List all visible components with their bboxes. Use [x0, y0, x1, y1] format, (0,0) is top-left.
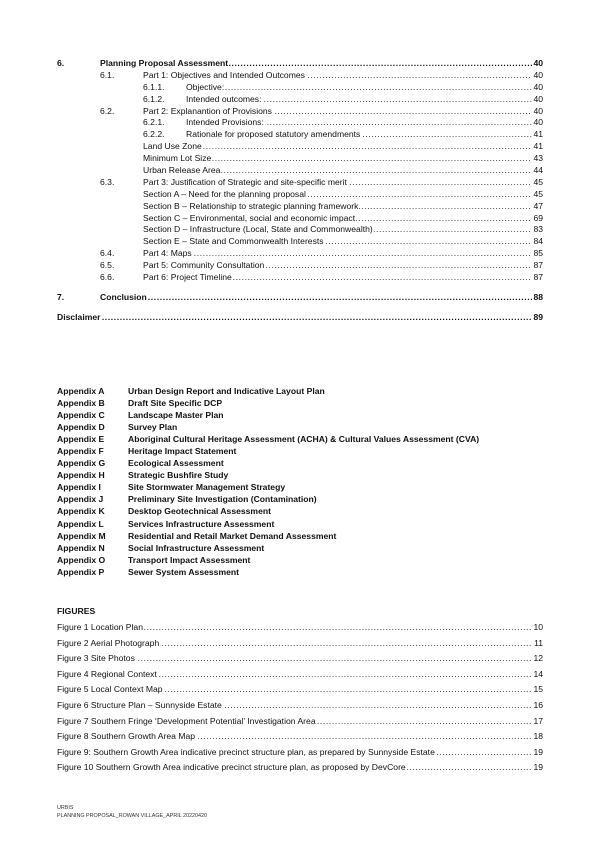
figure-entry[interactable] — [57, 682, 543, 698]
figure-entry-page: 10 — [531, 620, 543, 636]
toc-entry-title: Part 1: Objectives and Intended Outcomes — [143, 69, 305, 80]
toc-entry-number: 6.4. — [100, 248, 115, 259]
toc-entry-title: Section E – State and Commonwealth Interests — [143, 236, 324, 247]
figure-entry-page: 19 — [531, 760, 543, 776]
appendix-label: Appendix K — [57, 506, 105, 517]
appendix-title: Social Infrastructure Assessment — [128, 542, 265, 553]
toc-entry-title: Minimum Lot Size — [143, 153, 212, 164]
toc-entry-page: 45 — [533, 188, 543, 199]
appendix-label: Appendix O — [57, 554, 106, 565]
toc-entry[interactable] — [57, 201, 543, 213]
toc-entry-title: Land Use Zone — [143, 141, 202, 152]
toc-entry-number: 7. — [57, 291, 65, 302]
toc-entry-page: 40 — [533, 69, 543, 80]
toc-leader-dots — [186, 82, 533, 94]
figure-entry[interactable] — [57, 651, 543, 667]
toc-entry[interactable] — [57, 312, 543, 324]
appendix-entry[interactable] — [57, 421, 577, 433]
toc-entry-title: Intended Provisions: — [186, 117, 264, 128]
toc-entry[interactable] — [57, 153, 543, 165]
appendix-label: Appendix C — [57, 410, 105, 421]
toc-entry-number: 6. — [57, 58, 65, 68]
toc-entry-page: 83 — [533, 224, 543, 235]
toc-entry-page: 85 — [533, 248, 543, 259]
appendix-title: Transport Impact Assessment — [128, 554, 251, 565]
appendix-entry[interactable] — [57, 409, 577, 421]
toc-entry-title: Part 3: Justification of Strategic and site-specific merit — [143, 176, 347, 187]
appendix-entry[interactable] — [57, 397, 577, 409]
appendix-label: Appendix G — [57, 458, 106, 469]
appendix-title: Aboriginal Cultural Heritage Assessment (ACHA) & Cultural Values Assessment (CVA) — [128, 434, 480, 445]
figure-entry-title: Figure 5 Local Context Map — [57, 682, 164, 698]
figure-entry-title: Figure 10 Southern Growth Area indicative precinct structure plan, as proposed by DevCore — [57, 760, 407, 776]
figure-entry[interactable] — [57, 729, 543, 745]
appendix-entry[interactable] — [57, 542, 577, 554]
toc-entry-page: 40 — [533, 93, 543, 104]
toc-entry-page: 84 — [533, 236, 543, 247]
toc-entry[interactable] — [57, 292, 543, 304]
appendix-entry[interactable] — [57, 493, 577, 505]
toc-entry-number: 6.1.1. — [143, 81, 165, 92]
toc-entry-number: 6.6. — [100, 272, 115, 283]
toc-entry[interactable] — [57, 213, 543, 225]
toc-entry[interactable] — [57, 129, 543, 141]
appendix-title: Heritage Impact Statement — [128, 446, 237, 457]
figure-entry[interactable] — [57, 714, 543, 730]
appendix-label: Appendix M — [57, 530, 106, 541]
toc-entry[interactable] — [57, 248, 543, 260]
toc-entry-title: Section A – Need for the planning proposal — [143, 188, 306, 199]
figure-entry-page: 19 — [531, 745, 543, 761]
toc-entry-number: 6.3. — [100, 176, 115, 187]
appendix-title: Ecological Assessment — [128, 458, 224, 469]
figure-entry[interactable] — [57, 636, 543, 652]
appendix-label: Appendix P — [57, 566, 105, 577]
toc-entry[interactable] — [57, 177, 543, 189]
appendix-title: Landscape Master Plan — [128, 410, 224, 421]
toc-spacer — [57, 304, 543, 312]
toc-entry-title: Intended outcomes: — [186, 93, 262, 104]
figure-entry-title: Figure 2 Aerial Photograph — [57, 636, 160, 652]
appendix-label: Appendix H — [57, 470, 105, 481]
toc-entry-title: Part 5: Community Consultation — [143, 260, 265, 271]
toc-entry[interactable] — [57, 224, 543, 236]
toc-entry-title: Planning Proposal Assessment — [100, 58, 229, 68]
appendix-title: Sewer System Assessment — [128, 566, 239, 577]
figure-entry-title: Figure 7 Southern Fringe ‘Development Potential’ Investigation Area — [57, 714, 317, 730]
toc-entry-title: Conclusion — [100, 291, 147, 302]
appendix-entry[interactable] — [57, 385, 577, 397]
appendix-entry[interactable] — [57, 518, 577, 530]
toc-entry[interactable] — [57, 117, 543, 129]
appendix-entry[interactable] — [57, 469, 577, 481]
toc-entry-title: Section C – Environmental, social and economic impact — [143, 212, 356, 223]
toc-entry-page: 40 — [533, 105, 543, 116]
figure-entry-title: Figure 8 Southern Growth Area Map — [57, 729, 196, 745]
figure-entry-page: 12 — [531, 651, 543, 667]
appendix-entry[interactable] — [57, 505, 577, 517]
toc-entry-page: 89 — [533, 311, 543, 322]
toc-entry-number: 6.2. — [100, 105, 115, 116]
appendix-label: Appendix J — [57, 494, 104, 505]
figure-entry-page: 18 — [531, 729, 543, 745]
toc-leader-dots — [57, 312, 533, 324]
toc-spacer — [57, 284, 543, 292]
appendix-label: Appendix B — [57, 398, 105, 409]
appendix-title: Residential and Retail Market Demand Assessment — [128, 530, 337, 541]
footer-company: URBIS — [57, 805, 74, 811]
appendix-label: Appendix A — [57, 386, 105, 396]
toc-entry-title: Section B – Relationship to strategic planning framework — [143, 200, 359, 211]
figures-list — [57, 605, 543, 776]
appendix-entry[interactable] — [57, 481, 577, 493]
toc-entry[interactable] — [57, 272, 543, 284]
toc-entry-title: Section D – Infrastructure (Local, State and Commonwealth) — [143, 224, 373, 235]
toc-entry[interactable] — [57, 106, 543, 118]
toc-entry-title: Rationale for proposed statutory amendments — [186, 129, 361, 140]
appendix-title: Site Stormwater Management Strategy — [128, 482, 286, 493]
figure-entry-title: Figure 1 Location Plan — [57, 620, 144, 636]
figure-entry-title: Figure 6 Structure Plan – Sunnyside Estate — [57, 698, 223, 714]
toc-entry-page: 47 — [533, 200, 543, 211]
toc-entry[interactable] — [57, 260, 543, 272]
figure-entry-title: Figure 4 Regional Context — [57, 667, 158, 683]
appendix-title: Desktop Geotechnical Assessment — [128, 506, 271, 517]
figure-entry[interactable] — [57, 745, 543, 761]
figure-entry-page: 16 — [531, 698, 543, 714]
appendix-title: Urban Design Report and Indicative Layout Plan — [128, 386, 325, 396]
appendix-label: Appendix D — [57, 422, 105, 433]
appendix-title: Preliminary Site Investigation (Contamination) — [128, 494, 317, 505]
toc-entry-title: Part 2: Explanantion of Provisions — [143, 105, 272, 116]
toc-entry-page: 40 — [533, 81, 543, 92]
appendix-entry[interactable] — [57, 530, 577, 542]
appendix-label: Appendix I — [57, 482, 101, 493]
toc-entry-page: 69 — [533, 212, 543, 223]
toc-entry-page: 87 — [533, 260, 543, 271]
figures-heading: FIGURES — [57, 606, 96, 616]
toc-entry-page: 44 — [533, 165, 543, 176]
figure-entry-page: 11 — [532, 636, 543, 652]
toc-entry-number: 6.2.2. — [143, 129, 165, 140]
figure-entry-title: Figure 3 Site Photos — [57, 651, 136, 667]
appendix-title: Survey Plan — [128, 422, 178, 433]
toc-entry-title: Part 4: Maps — [143, 248, 192, 259]
toc-entry-title: Disclaimer — [57, 311, 101, 322]
appendix-label: Appendix N — [57, 542, 105, 553]
toc-entry-page: 41 — [533, 141, 543, 152]
toc-entry[interactable] — [57, 236, 543, 248]
appendix-entry[interactable] — [57, 433, 577, 445]
appendix-title: Strategic Bushfire Study — [128, 470, 229, 481]
appendix-entry[interactable] — [57, 554, 577, 566]
table-of-contents — [57, 58, 543, 324]
toc-entry[interactable] — [57, 58, 543, 70]
appendix-title: Services Infrastructure Assessment — [128, 518, 275, 529]
toc-entry[interactable] — [57, 82, 543, 94]
toc-entry-number: 6.5. — [100, 260, 115, 271]
figure-entry-title: Figure 9: Southern Growth Area indicative precinct structure plan, as prepared by Sunnyside Estate — [57, 745, 436, 761]
toc-entry-number: 6.1. — [100, 69, 115, 80]
appendix-title: Draft Site Specific DCP — [128, 398, 223, 409]
appendix-label: Appendix E — [57, 434, 105, 445]
appendix-entry[interactable] — [57, 445, 577, 457]
page-footer — [57, 804, 207, 820]
figure-entry[interactable] — [57, 667, 543, 683]
toc-entry-page: 40 — [533, 58, 543, 68]
appendix-label: Appendix L — [57, 518, 104, 529]
toc-entry-page: 41 — [533, 129, 543, 140]
toc-entry-number: 6.1.2. — [143, 93, 165, 104]
toc-entry-page: 45 — [533, 176, 543, 187]
toc-leader-dots — [143, 248, 533, 260]
appendix-list — [57, 385, 577, 578]
figure-entry-page: 15 — [531, 682, 543, 698]
figure-entry-page: 17 — [531, 714, 543, 730]
figure-entry[interactable] — [57, 760, 543, 776]
toc-entry[interactable] — [57, 141, 543, 153]
toc-entry[interactable] — [57, 94, 543, 106]
footer-document-name: PLANNING PROPOSAL_ROWAN VILLAGE_APRIL 20220420 — [57, 813, 208, 819]
toc-entry[interactable] — [57, 70, 543, 82]
toc-entry-page: 40 — [533, 117, 543, 128]
toc-leader-dots — [100, 292, 533, 304]
toc-entry-title: Urban Release Area — [143, 165, 221, 176]
toc-entry-page: 88 — [533, 291, 543, 302]
appendix-entry[interactable] — [57, 457, 577, 469]
figure-entry-page: 14 — [531, 667, 543, 683]
toc-entry[interactable] — [57, 189, 543, 201]
toc-entry-page: 43 — [533, 153, 543, 164]
figure-entry[interactable] — [57, 620, 543, 636]
appendix-label: Appendix F — [57, 446, 104, 457]
toc-entry-title: Part 6: Project Timeline — [143, 272, 232, 283]
figure-entry[interactable] — [57, 698, 543, 714]
toc-entry-number: 6.2.1. — [143, 117, 165, 128]
toc-entry-title: Objective: — [186, 81, 225, 92]
toc-entry-page: 87 — [533, 272, 543, 283]
toc-entry[interactable] — [57, 165, 543, 177]
appendix-entry[interactable] — [57, 566, 577, 578]
